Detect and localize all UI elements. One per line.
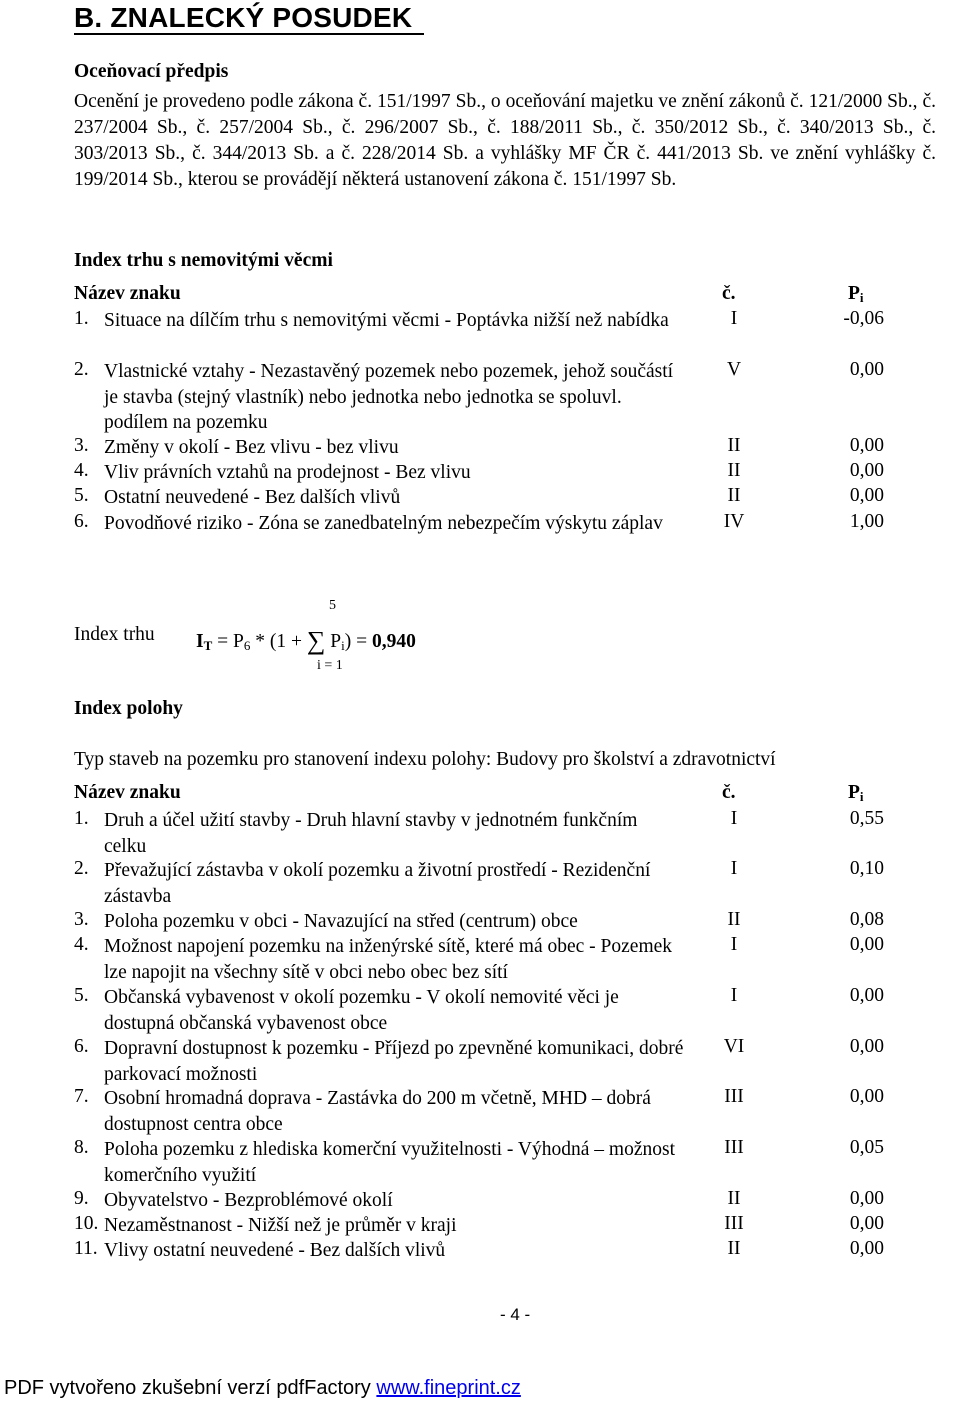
row-class: I xyxy=(730,934,738,955)
row-class: I xyxy=(730,858,738,879)
col-p-header: $P_i$ xyxy=(848,283,864,305)
table-row xyxy=(74,460,884,485)
row-class: II xyxy=(727,1238,741,1259)
row-value: 0,00 xyxy=(849,485,884,506)
row-description: Vlastnické vztahy - Nezastavěný pozemek nebo pozemek, jehož součástí je stavba (stejný vlastník) nebo jednotka nebo jednotka se spoluvl. podílem na pozemku xyxy=(104,361,674,433)
row-class: I xyxy=(730,808,738,829)
col-name-header: Název znaku xyxy=(74,782,181,803)
building-type-text: Typ staveb na pozemku pro stanovení indexu polohy: Budovy pro školství a zdravotnictví xyxy=(74,749,776,770)
row-class: II xyxy=(727,460,741,481)
market-index-formula: $I_T = P_6 * (1$ + ∑ $P_i) = 0,940$ xyxy=(196,626,416,655)
formula-result: 0,940 xyxy=(372,631,416,652)
table-row xyxy=(74,308,884,333)
row-class: II xyxy=(727,485,741,506)
row-class: VI xyxy=(723,1036,745,1057)
row-description: Povodňové riziko - Zóna se zanedbatelným nebezpečím výskytu záplav xyxy=(104,513,663,534)
row-class: I xyxy=(730,985,738,1006)
row-value: 0,00 xyxy=(849,435,884,456)
row-number: 5. xyxy=(74,485,89,506)
row-number: 7. xyxy=(74,1086,89,1107)
row-value: 0,00 xyxy=(849,934,884,955)
sum-upper-limit: 5 xyxy=(329,598,336,613)
table-row xyxy=(74,1086,884,1135)
pdf-footer xyxy=(4,1377,521,1400)
table-row xyxy=(74,1188,884,1213)
row-number: 4. xyxy=(74,934,89,955)
row-value: 0,10 xyxy=(849,858,884,879)
row-description: Nezaměstnanost - Nižší než je průměr v kraji xyxy=(104,1215,457,1236)
row-class: IV xyxy=(723,511,745,532)
row-number: 11. xyxy=(74,1238,98,1259)
footer-text: PDF vytvořeno zkušební verzí pdfFactory xyxy=(4,1377,377,1399)
row-description: Ostatní neuvedené - Bez dalších vlivů xyxy=(104,487,401,508)
row-value: 0,55 xyxy=(849,808,884,829)
row-number: 8. xyxy=(74,1137,89,1158)
sum-lower-limit: i = 1 xyxy=(317,658,343,673)
row-class: I xyxy=(730,308,738,329)
market-index-heading: Index trhu s nemovitými věcmi xyxy=(74,250,333,271)
row-description: Vliv právních vztahů na prodejnost - Bez vlivu xyxy=(104,462,471,483)
row-value: 0,00 xyxy=(849,1188,884,1209)
row-value: 0,00 xyxy=(849,460,884,481)
formula-label: Index trhu xyxy=(74,624,155,645)
row-class: II xyxy=(727,909,741,930)
row-description: Dopravní dostupnost k pozemku - Příjezd po zpevněné komunikaci, dobré parkovací možnosti xyxy=(104,1038,684,1085)
valuation-rule-heading: Oceňovací předpis xyxy=(74,61,229,82)
row-number: 1. xyxy=(74,308,89,329)
row-description: Změny v okolí - Bez vlivu - bez vlivu xyxy=(104,437,399,458)
table-row xyxy=(74,858,884,907)
footer-link[interactable]: www.fineprint.cz xyxy=(376,1377,521,1399)
row-value: 0,00 xyxy=(849,1036,884,1057)
row-number: 10. xyxy=(74,1213,99,1234)
table-row xyxy=(74,1137,884,1186)
row-description: Situace na dílčím trhu s nemovitými věcmi - Poptávka nižší než nabídka xyxy=(104,310,669,331)
row-class: II xyxy=(727,435,741,456)
row-number: 6. xyxy=(74,1036,89,1057)
row-class: V xyxy=(726,359,742,380)
table-row xyxy=(74,1238,884,1263)
row-class: III xyxy=(724,1213,744,1234)
row-value: 0,05 xyxy=(849,1137,884,1158)
row-value: 0,00 xyxy=(849,1238,884,1259)
row-description: Druh a účel užití stavby - Druh hlavní stavby v jednotném funkčním celku xyxy=(104,810,638,857)
row-description: Možnost napojení pozemku na inženýrské sítě, které má obec - Pozemek lze napojit na všechny sítě v obci nebo obec bez sítí xyxy=(104,936,673,983)
document-title: B. ZNALECKÝ POSUDEK xyxy=(74,2,413,33)
table-row xyxy=(74,435,884,460)
row-number: 9. xyxy=(74,1188,89,1209)
page-number: - 4 - xyxy=(500,1305,531,1324)
row-class: II xyxy=(727,1188,741,1209)
col-no-header: č. xyxy=(722,782,736,803)
col-no-header: č. xyxy=(722,283,736,304)
valuation-rule-text: Ocenění je provedeno podle zákona č. 151/1997 Sb., o oceňování majetku ve znění zákonů č. 121/2000 Sb., č. 237/2004 Sb., č. 257/2004 Sb., č. 296/2007 Sb., č. 188/2011 Sb., č. 350/2012 Sb., č. 340/2013 Sb., č. 303/2013 Sb., č. 344/2013 Sb. a č. 228/2014 Sb. a vyhlášky MF ČR č. 441/2013 Sb. ve znění vyhlášky č. 199/2014 Sb., kterou se provádějí některá ustanovení zákona č. 151/1997 Sb. xyxy=(74,91,936,190)
table-row xyxy=(74,485,884,510)
row-value: 0,00 xyxy=(849,1213,884,1234)
row-number: 3. xyxy=(74,909,89,930)
row-class: III xyxy=(724,1086,744,1107)
row-description: Převažující zástavba v okolí pozemku a životní prostředí - Rezidenční zástavba xyxy=(104,860,651,907)
row-description: Vlivy ostatní neuvedené - Bez dalších vlivů xyxy=(104,1240,446,1261)
table-row xyxy=(74,1036,884,1085)
row-number: 2. xyxy=(74,359,89,380)
row-value: 0,00 xyxy=(849,359,884,380)
table-row xyxy=(74,909,884,934)
table-row xyxy=(74,934,884,983)
row-description: Poloha pozemku v obci - Navazující na střed (centrum) obce xyxy=(104,911,578,932)
row-description: Poloha pozemku z hlediska komerční využitelnosti - Výhodná – možnost komerčního využití xyxy=(104,1139,675,1186)
row-class: III xyxy=(724,1137,744,1158)
title-underline xyxy=(74,33,424,35)
row-number: 1. xyxy=(74,808,89,829)
row-value: 0,08 xyxy=(849,909,884,930)
row-number: 6. xyxy=(74,511,89,532)
row-value: -0,06 xyxy=(843,308,884,329)
table-row xyxy=(74,511,884,536)
table-row xyxy=(74,1213,884,1238)
row-value: 0,00 xyxy=(849,985,884,1006)
col-p-header: $P_i$ xyxy=(848,782,864,804)
col-name-header: Název znaku xyxy=(74,283,181,304)
table-row xyxy=(74,985,884,1034)
row-number: 5. xyxy=(74,985,89,1006)
row-number: 2. xyxy=(74,858,89,879)
row-number: 3. xyxy=(74,435,89,456)
row-description: Obyvatelstvo - Bezproblémové okolí xyxy=(104,1190,393,1211)
row-number: 4. xyxy=(74,460,89,481)
row-value: 1,00 xyxy=(849,511,884,532)
location-index-heading: Index polohy xyxy=(74,698,183,719)
row-value: 0,00 xyxy=(849,1086,884,1107)
row-description: Osobní hromadná doprava - Zastávka do 200 m včetně, MHD – dobrá dostupnost centra obce xyxy=(104,1088,651,1135)
row-description: Občanská vybavenost v okolí pozemku - V okolí nemovité věci je dostupná občanská vybavenost obce xyxy=(104,987,619,1034)
table-row xyxy=(74,359,884,433)
table-row xyxy=(74,808,884,857)
